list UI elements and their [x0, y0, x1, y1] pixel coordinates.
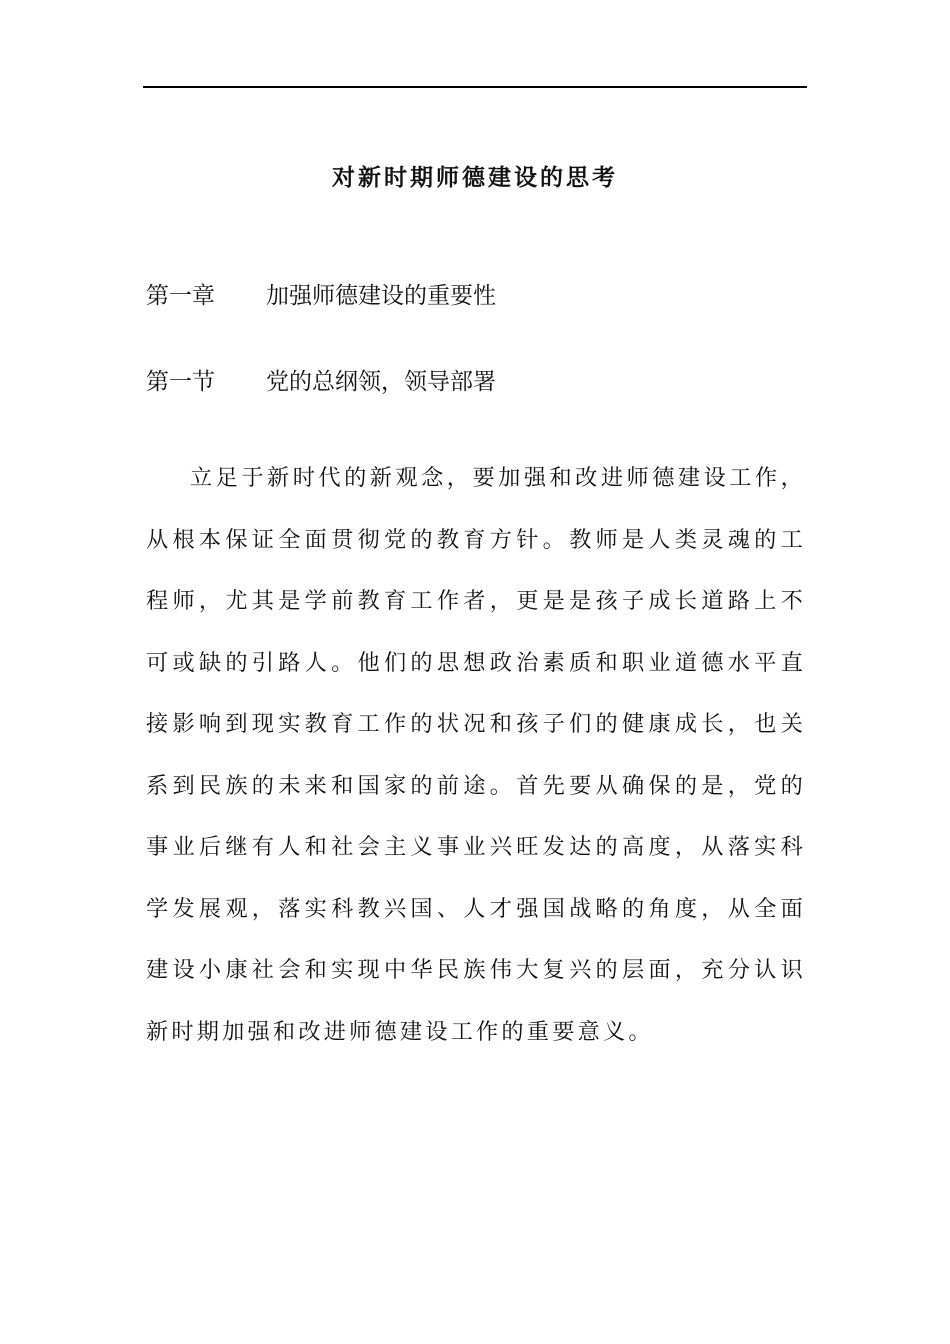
header-rule [143, 86, 807, 88]
section-title: 党的总纲领，领导部署 [266, 369, 496, 395]
chapter-title: 加强师德建设的重要性 [266, 283, 496, 309]
document-title: 对新时期师德建设的思考 [332, 165, 618, 191]
body-paragraph: 立足于新时代的新观念，要加强和改进师德建设工作，从根本保证全面贯彻党的教育方针。教师是人类灵魂的工程师，尤其是学前教育工作者，更是是孩子成长道路上不可或缺的引路人。他们的思想政治素质和职业道德水平直接影响到现实教育工作的状况和孩子们的健康成长，也关系到民族的未来和国家的前途。首先要从确保的是，党的事业后继有人和社会主义事业兴旺发达的高度，从落实科学发展观，落实科教兴国、人才强国战略的角度，从全面建设小康社会和实现中华民族伟大复兴的层面，充分认识新时期加强和改进师德建设工作的重要意义。 [146, 465, 806, 1045]
chapter-heading [146, 276, 496, 316]
section-heading [146, 362, 496, 402]
chapter-number: 第一章 [146, 283, 215, 309]
section-number: 第一节 [146, 369, 215, 395]
